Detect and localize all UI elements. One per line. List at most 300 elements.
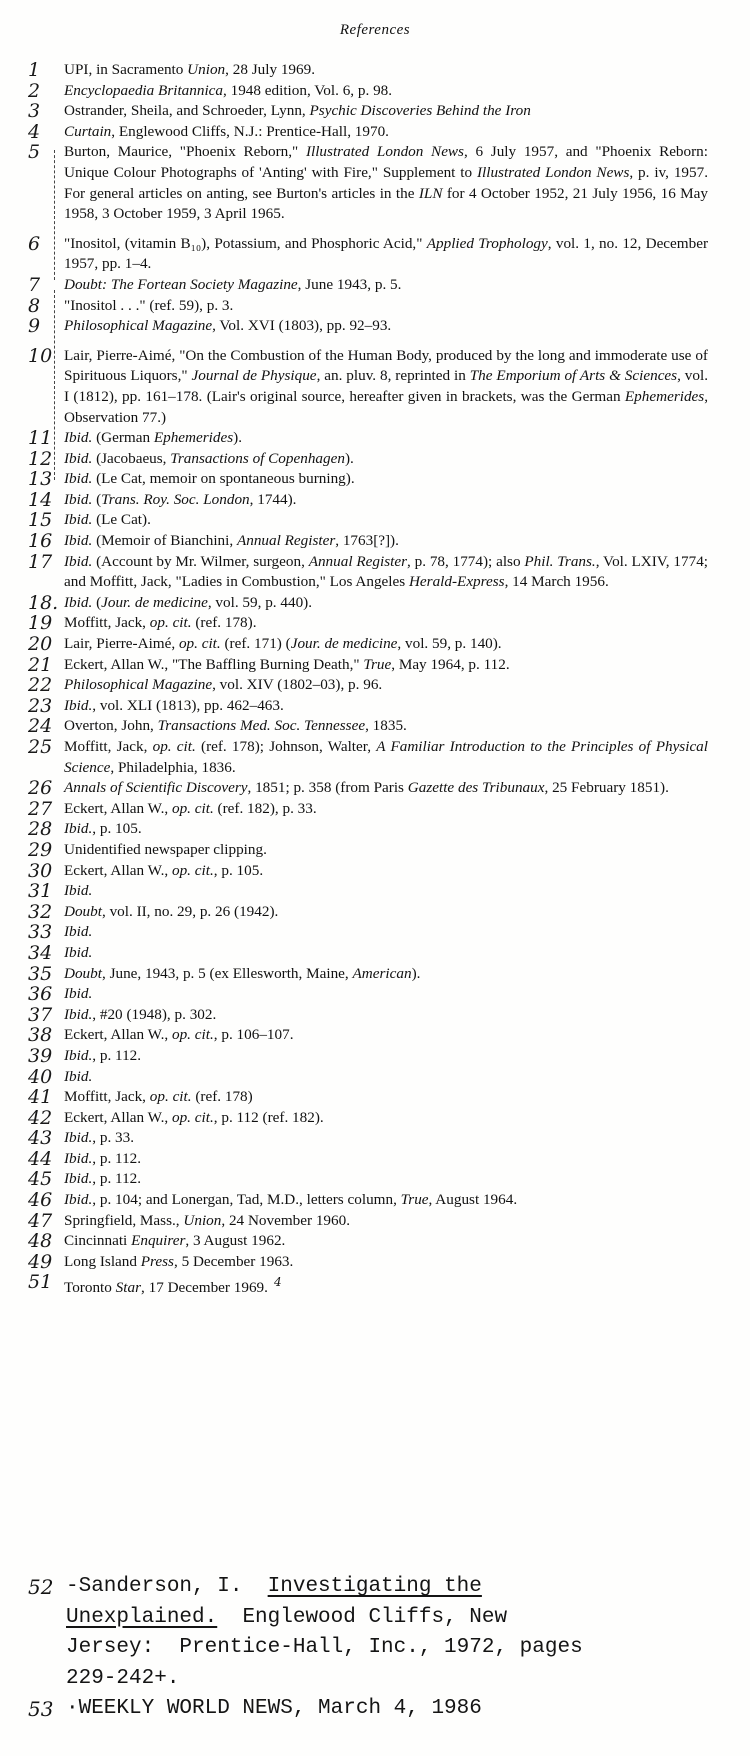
reference-text-segment: Moffitt, Jack, (64, 1088, 150, 1106)
reference-text-segment: Cincinnati (64, 1232, 132, 1250)
typed-reference-item (0, 1694, 750, 1725)
reference-text (64, 275, 708, 296)
reference-number: 30 (28, 859, 53, 882)
reference-text-segment: ). (233, 429, 242, 447)
reference-text (64, 346, 708, 428)
reference-text-segment: (Memoir of Bianchini, (92, 532, 237, 550)
reference-italic-title: Ibid. (64, 985, 93, 1003)
reference-italic-title: Ibid. (64, 1046, 93, 1064)
reference-item (0, 778, 750, 799)
reference-text (64, 861, 708, 882)
reference-number: 8 (28, 294, 41, 317)
reference-text (64, 510, 708, 531)
reference-text-segment: , 1763[?]). (335, 532, 399, 550)
reference-italic-title: Encyclopaedia Britannica (64, 81, 224, 99)
reference-text-segment: , vol. II, no. 29, p. 26 (1942). (101, 902, 279, 920)
reference-text (64, 1272, 708, 1299)
reference-number: 11 (28, 427, 53, 450)
reference-text-segment: Eckert, Allan W., (64, 1026, 172, 1044)
reference-text-segment: (ref. 171) ( (220, 635, 291, 653)
reference-italic-title: Enquirer (131, 1232, 186, 1250)
reference-text (64, 1128, 708, 1149)
reference-number: 38 (28, 1024, 53, 1047)
reference-item (0, 613, 750, 634)
reference-italic-title: op. cit. (149, 1088, 192, 1106)
reference-text (64, 1149, 708, 1170)
reference-italic-title: Star (115, 1279, 141, 1297)
reference-item (0, 346, 750, 428)
reference-italic-title: Doubt: The Fortean Society Magazine (64, 275, 298, 293)
reference-text (64, 984, 708, 1005)
reference-text-segment: Burton, Maurice, "Phoenix Reborn," (64, 143, 306, 161)
reference-number: 36 (28, 983, 53, 1006)
reference-italic-title: Press (140, 1252, 174, 1270)
reference-item (0, 1087, 750, 1108)
reference-text (64, 1108, 708, 1129)
reference-text (64, 1046, 708, 1067)
reference-text-segment: , May 1964, p. 112. (391, 655, 510, 673)
reference-italic-title: Annual Register (308, 552, 407, 570)
reference-text-segment: ). (344, 449, 354, 467)
reference-italic-title: Ibid. (64, 552, 93, 570)
reference-text-segment: , Vol. LXIV, 1774; and Moffitt, Jack, "Ladies in Combustion," Los Angeles (64, 552, 709, 591)
reference-number: 49 (28, 1250, 53, 1273)
reference-italic-title: Ibid. (64, 1149, 93, 1167)
reference-italic-title: Annals of Scientific Discovery (64, 779, 248, 797)
reference-text (64, 316, 708, 337)
reference-text (64, 1211, 708, 1232)
reference-item (0, 1005, 750, 1026)
reference-number: 28 (28, 818, 53, 841)
reference-number: 47 (28, 1209, 53, 1232)
reference-text-segment: , 28 July 1969. (225, 61, 316, 78)
reference-number: 16 (28, 530, 53, 553)
reference-item (0, 552, 750, 593)
reference-italic-title: Philosophical Magazine (64, 317, 213, 335)
reference-text-segment: , vol. I (1812), pp. 161–178. (Lair's original source, hereafter given in brackets, was the German (64, 367, 708, 405)
reference-text-segment: (ref. 182), p. 33. (213, 799, 317, 817)
reference-text-segment: , 1948 edition, Vol. 6, p. 98. (223, 81, 393, 99)
reference-text-segment: Unidentified newspaper clipping. (64, 840, 267, 858)
reference-italic-title: op. cit. (171, 799, 214, 817)
reference-number: 27 (28, 797, 53, 820)
reference-number: 52 (28, 1575, 54, 1599)
reference-text-segment: Lair, Pierre-Aimé, "On the Combustion of the Human Body, produced by the long and immoderate use of Spirituous Liquors," (64, 346, 708, 385)
reference-italic-title: Psychic Discoveries Behind the Iron (309, 102, 531, 120)
reference-text (64, 552, 708, 593)
reference-item (0, 840, 750, 861)
reference-number: 23 (28, 694, 53, 717)
reference-text (64, 922, 708, 943)
reference-italic-title: Ibid. (64, 1067, 93, 1085)
reference-number: 19 (28, 612, 53, 635)
reference-italic-title: Ibid. (64, 882, 93, 900)
reference-text-segment: ( (92, 593, 102, 611)
reference-item (0, 861, 750, 882)
reference-text (64, 1190, 708, 1211)
reference-italic-title: Journal de Physique (191, 367, 317, 385)
reference-text-segment: , p. 112. (92, 1046, 142, 1064)
reference-text (64, 531, 708, 552)
reference-item (0, 881, 750, 902)
reference-text-segment: , p. 112. (92, 1170, 142, 1188)
reference-item (0, 1231, 750, 1252)
reference-text-segment: , p. 112 (ref. 182). (213, 1108, 324, 1126)
reference-text (64, 60, 708, 81)
reference-item (0, 296, 750, 317)
reference-text-segment: , 1744). (249, 490, 297, 508)
reference-italic-title: Gazette des Tribunaux (407, 779, 545, 797)
reference-number: 14 (28, 488, 53, 511)
reference-text-segment: , Observation 77.) (64, 387, 708, 426)
reference-italic-title: Union (187, 61, 226, 78)
reference-italic-title: Ibid. (64, 593, 93, 611)
reference-text (64, 964, 708, 985)
reference-text-segment: , 6 July 1957, and "Phoenix Reborn: Unique Colour Photographs of 'Anting' with Fire," Supplement to (64, 143, 708, 181)
typed-reference-text: -Sanderson, I. (66, 1575, 268, 1598)
reference-text (64, 1067, 708, 1088)
reference-text (64, 490, 708, 511)
reference-text-segment: (ref. 178). (191, 614, 257, 632)
reference-text-segment: Eckert, Allan W., "The Baffling Burning Death," (64, 655, 364, 673)
reference-text-segment: "Inositol . . ." (ref. 59), p. 3. (64, 296, 234, 314)
reference-number: 7 (28, 273, 41, 296)
reference-italic-title: op. cit. (149, 614, 192, 632)
reference-item (0, 1025, 750, 1046)
reference-italic-title: True (363, 655, 392, 673)
reference-item (0, 902, 750, 923)
reference-italic-title: Ibid. (64, 820, 93, 838)
reference-item (0, 634, 750, 655)
reference-italic-title: Ibid. (64, 1005, 93, 1023)
reference-text (64, 675, 708, 696)
reference-text (64, 428, 708, 449)
reference-text (64, 613, 708, 634)
reference-number: 13 (28, 468, 53, 491)
reference-item (0, 655, 750, 676)
reference-italic-title: Jour. de medicine (101, 593, 208, 611)
reference-item (0, 943, 750, 964)
reference-text-segment: , 1835. (365, 717, 407, 735)
reference-text (64, 1231, 708, 1252)
reference-italic-title: Ibid. (64, 470, 93, 488)
reference-text (64, 634, 708, 655)
reference-item (0, 593, 750, 614)
reference-item (0, 1190, 750, 1211)
reference-text-segment: Moffitt, Jack, (64, 738, 153, 755)
reference-text-segment: , 17 December 1969. (141, 1279, 268, 1297)
reference-text (64, 449, 708, 470)
reference-number: 42 (28, 1106, 53, 1129)
typewritten-reference-list (0, 1572, 750, 1725)
reference-text-segment: , August 1964. (428, 1191, 518, 1209)
reference-item (0, 510, 750, 531)
reference-text (64, 819, 708, 840)
reference-italic-title: Ibid. (64, 490, 93, 508)
reference-number: 3 (28, 100, 41, 123)
spacer (0, 225, 750, 234)
reference-italic-title: Doubt (64, 964, 102, 982)
reference-italic-title: The Emporium of Arts & Sciences (469, 367, 678, 385)
reference-text (64, 696, 708, 717)
reference-text-segment: , vol. XLI (1813), pp. 462–463. (92, 696, 284, 714)
reference-italic-title: op. cit. (171, 1026, 214, 1044)
reference-italic-title: Illustrated London News (476, 163, 630, 181)
reference-italic-title: Transactions Med. Soc. Tennessee (157, 717, 366, 735)
reference-item (0, 428, 750, 449)
reference-italic-title: Illustrated London News (305, 143, 464, 161)
reference-number: 53 (28, 1697, 54, 1721)
reference-text (64, 902, 708, 923)
reference-text-segment: , 25 February 1851). (544, 779, 669, 797)
reference-text-segment: Overton, John, (64, 717, 158, 735)
reference-item (0, 60, 750, 81)
reference-italic-title: ILN (418, 184, 443, 202)
reference-text (64, 716, 708, 737)
reference-text-segment: , p. 106–107. (213, 1026, 294, 1044)
reference-text (64, 142, 708, 224)
reference-italic-title: Phil. Trans. (524, 552, 596, 570)
reference-number: 44 (28, 1147, 53, 1170)
reference-item (0, 1211, 750, 1232)
reference-italic-title: Ibid. (64, 429, 93, 447)
reference-item (0, 1108, 750, 1129)
reference-italic-title: Jour. de medicine (290, 635, 398, 653)
reference-italic-title: Ibid. (64, 1191, 93, 1209)
reference-text-segment: , p. 112. (92, 1149, 142, 1167)
reference-text-segment: for 4 October 1952, 21 July 1956, 16 May 1958, 3 October 1959, 3 April 1965. (64, 184, 709, 223)
reference-item (0, 922, 750, 943)
reference-text (64, 881, 708, 902)
reference-number: 2 (28, 79, 41, 102)
reference-text-segment: (Le Cat, memoir on spontaneous burning). (92, 470, 355, 488)
reference-text (64, 799, 708, 820)
reference-item (0, 1067, 750, 1088)
reference-italic-title: Ibid. (64, 943, 93, 961)
reference-number: 41 (28, 1086, 53, 1109)
reference-text-segment: , #20 (1948), p. 302. (92, 1005, 217, 1023)
reference-text-segment: , Philadelphia, 1836. (110, 758, 236, 776)
reference-text-segment: , Englewood Cliffs, N.J.: Prentice-Hall, 1970. (111, 122, 389, 140)
reference-text-segment: , p. iv, 1957. For general articles on anting, see Burton's articles in the (64, 163, 709, 202)
reference-text (64, 122, 708, 143)
reference-text-segment: , 1851; p. 358 (from Paris (247, 779, 408, 797)
reference-italic-title: Ibid. (64, 1129, 93, 1147)
reference-italic-title: Ibid. (64, 449, 93, 467)
reference-text-segment: Moffitt, Jack, (64, 614, 150, 632)
reference-number: 9 (28, 315, 41, 338)
reference-italic-title: Philosophical Magazine (64, 676, 213, 694)
reference-number: 40 (28, 1065, 53, 1088)
reference-number: 18. (28, 591, 59, 614)
reference-number: 35 (28, 962, 53, 985)
reference-number: 25 (28, 736, 53, 758)
reference-italic-title: Transactions of Copenhagen (170, 449, 345, 467)
reference-item (0, 675, 750, 696)
reference-list (0, 60, 750, 1299)
reference-italic-title: A Familiar Introduction to the Principles of Physical Science (64, 738, 708, 776)
reference-italic-title: op. cit. (171, 1108, 214, 1126)
reference-text-segment: , June, 1943, p. 5 (ex Ellesworth, Maine, (101, 964, 353, 982)
reference-text (64, 737, 708, 778)
reference-text-segment: Long Island (64, 1252, 141, 1270)
reference-text-segment: (German (92, 429, 154, 447)
reference-text-segment: , 3 August 1962. (185, 1232, 286, 1250)
reference-item (0, 122, 750, 143)
reference-number: 20 (28, 633, 53, 656)
reference-item (0, 275, 750, 296)
reference-text (64, 1252, 708, 1273)
reference-number: 45 (28, 1168, 53, 1191)
reference-italic-title: True (400, 1191, 429, 1209)
reference-number: 31 (28, 880, 53, 903)
reference-italic-title: Ibid. (64, 1170, 93, 1188)
reference-text-segment: (Jacobaeus, (92, 449, 171, 467)
page-title: References (339, 22, 411, 38)
reference-item (0, 1149, 750, 1170)
reference-text-segment: , 5 December 1963. (173, 1252, 294, 1270)
reference-italic-title: Applied Trophology (426, 234, 548, 252)
reference-text-segment: , vol. 59, p. 140). (397, 635, 502, 653)
reference-number: 21 (28, 653, 53, 676)
reference-text-segment: , p. 105. (92, 820, 142, 838)
reference-text-segment: Toronto (64, 1279, 116, 1297)
reference-item (0, 101, 750, 122)
reference-text (64, 840, 708, 861)
reference-number: 1 (28, 59, 41, 81)
reference-number: 6 (28, 232, 41, 255)
reference-text-segment: ). (411, 964, 421, 982)
reference-italic-title: Union (183, 1211, 222, 1229)
reference-item (0, 142, 750, 224)
reference-item (0, 490, 750, 511)
reference-item (0, 737, 750, 778)
reference-number: 48 (28, 1230, 53, 1253)
reference-text-segment: (ref. 178); Johnson, Walter, (195, 738, 377, 755)
reference-item (0, 1046, 750, 1067)
typed-reference-text: ·WEEKLY WORLD NEWS, March 4, 1986 (66, 1697, 482, 1720)
reference-text-segment: , an. pluv. 8, reprinted in (316, 367, 470, 385)
reference-number: 37 (28, 1003, 53, 1026)
reference-italic-title: op. cit. (152, 738, 196, 755)
reference-text (64, 101, 708, 122)
reference-text-segment: , 14 March 1956. (504, 573, 609, 591)
reference-number: 29 (28, 838, 53, 861)
typed-reference-text: Englewood Cliffs, New Jersey: Prentice-Hall, Inc., 1972, pages 229-242+. (66, 1605, 596, 1690)
reference-number: 4 (28, 120, 41, 143)
reference-text-segment: Eckert, Allan W., (64, 861, 172, 879)
reference-text-segment: , p. 33. (92, 1129, 135, 1147)
reference-number: 12 (28, 447, 53, 470)
reference-text-segment: Eckert, Allan W., (64, 1108, 172, 1126)
reference-italic-title: Curtain (64, 122, 112, 140)
reference-item (0, 531, 750, 552)
reference-item (0, 799, 750, 820)
reference-text-segment: Springfield, Mass., (64, 1211, 184, 1229)
reference-number: 46 (28, 1189, 53, 1212)
reference-italic-title: Ibid. (64, 511, 93, 529)
reference-item (0, 1128, 750, 1149)
reference-text (64, 1025, 708, 1046)
reference-text-segment: UPI, in Sacramento (64, 61, 188, 78)
reference-item (0, 819, 750, 840)
reference-text-segment: , 24 November 1960. (221, 1211, 351, 1229)
reference-number: 10 (28, 344, 53, 367)
reference-item (0, 696, 750, 717)
reference-text-segment: Ostrander, Sheila, and Schroeder, Lynn, (64, 102, 310, 120)
reference-italic-title: Ephemerides (153, 429, 234, 447)
reference-italic-title: Trans. Roy. Soc. London (101, 490, 250, 508)
reference-number: 17 (28, 550, 53, 573)
reference-text-segment: (Le Cat). (92, 511, 151, 529)
reference-number: 22 (28, 674, 53, 697)
reference-number: 15 (28, 509, 53, 532)
reference-item (0, 469, 750, 490)
reference-text (64, 1169, 708, 1190)
reference-text-segment: , June 1943, p. 5. (297, 275, 402, 293)
reference-item (0, 1272, 750, 1299)
typed-reference-item (0, 1572, 750, 1694)
reference-text (64, 469, 708, 490)
reference-text (64, 778, 708, 799)
reference-text-segment: , p. 104; and Lonergan, Tad, M.D., letters column, (92, 1191, 401, 1209)
reference-item (0, 716, 750, 737)
reference-text (64, 1087, 708, 1108)
reference-italic-title: Ibid. (64, 696, 93, 714)
handwritten-margin-mark: 4 (273, 1275, 282, 1290)
reference-italic-title: op. cit. (178, 635, 221, 653)
reference-number: 24 (28, 715, 53, 738)
reference-italic-title: Annual Register (236, 532, 336, 550)
reference-number: 43 (28, 1127, 53, 1150)
reference-text (64, 1005, 708, 1026)
reference-italic-title: Ephemerides (624, 387, 705, 405)
reference-number: 32 (28, 900, 53, 923)
reference-text-segment: (ref. 178) (191, 1088, 253, 1106)
reference-text-segment: , p. 105. (213, 861, 264, 879)
reference-italic-title: op. cit. (171, 861, 214, 879)
reference-text-segment: "Inositol, (vitamin B₁₀), Potassium, and Phosphoric Acid," (64, 234, 427, 252)
reference-item (0, 1169, 750, 1190)
reference-number: 26 (28, 777, 53, 800)
reference-italic-title: Doubt (64, 902, 102, 920)
reference-text-segment: Eckert, Allan W., (64, 799, 172, 817)
reference-text-segment: (Account by Mr. Wilmer, surgeon, (92, 552, 309, 570)
reference-text (64, 593, 708, 614)
reference-text (64, 655, 708, 676)
reference-item (0, 81, 750, 102)
reference-item (0, 984, 750, 1005)
reference-text-segment: , Vol. XVI (1803), pp. 92–93. (212, 317, 392, 335)
reference-text-segment: Lair, Pierre-Aimé, (64, 635, 179, 653)
reference-italic-title: Ibid. (64, 532, 93, 550)
reference-item (0, 964, 750, 985)
underlined-book-title: Investigating the Unexplained. (66, 1575, 482, 1629)
reference-item (0, 234, 750, 275)
reference-number: 51 (28, 1271, 53, 1294)
reference-number: 39 (28, 1044, 53, 1067)
reference-italic-title: American (352, 964, 412, 982)
reference-text (64, 81, 708, 102)
reference-text (64, 296, 708, 317)
reference-text-segment: , vol. XIV (1802–03), p. 96. (212, 676, 383, 694)
reference-item (0, 449, 750, 470)
reference-number: 34 (28, 941, 53, 964)
reference-text-segment: , p. 78, 1774); also (407, 552, 525, 570)
reference-text-segment: , vol. 59, p. 440). (207, 593, 313, 611)
reference-number: 33 (28, 921, 53, 944)
reference-italic-title: Ibid. (64, 923, 93, 941)
